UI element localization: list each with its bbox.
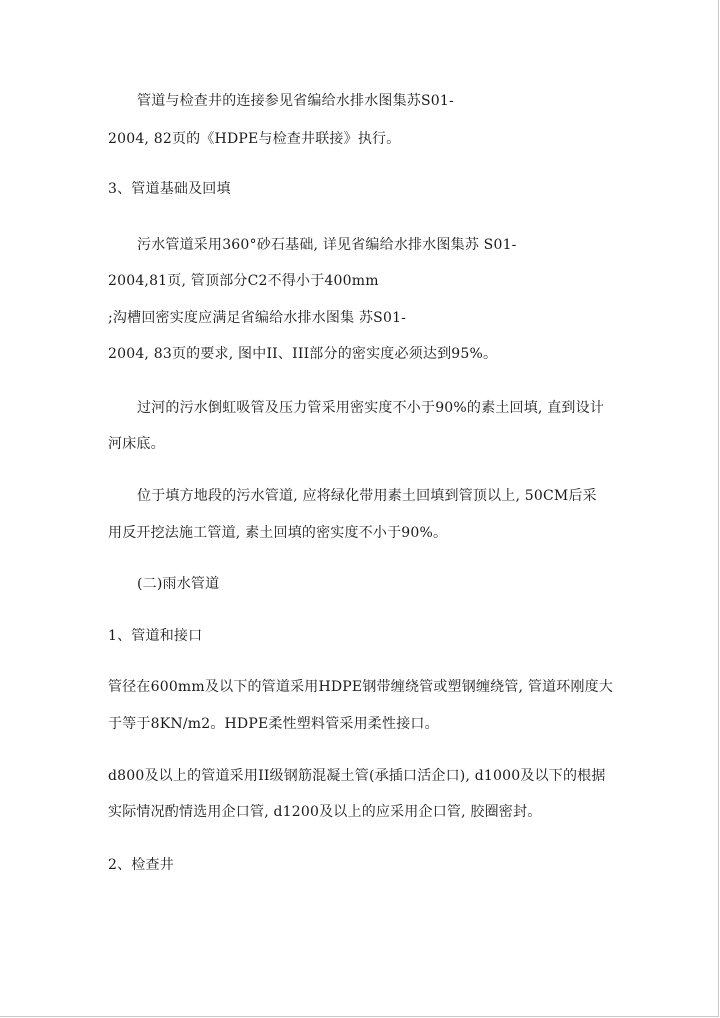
- paragraph-line: 于等于8KN/m2。HDPE柔性塑料管采用柔性接口。: [108, 716, 439, 732]
- paragraph-line: 河床底。: [108, 436, 165, 452]
- paragraph-line: 用反开挖法施工管道, 素土回填的密实度不小于90%。: [108, 525, 448, 541]
- section-heading: 1、管道和接口: [108, 628, 203, 644]
- paragraph-line: 位于填方地段的污水管道, 应将绿化带用素土回填到管顶以上, 50CM后采: [137, 488, 597, 504]
- paragraph-line: 实际情况酌情选用企口管, d1200及以上的应采用企口管, 胶圈密封。: [108, 804, 542, 820]
- paragraph-line: d800及以上的管道采用II级钢筋混凝土管(承插口活企口), d1000及以下的根据: [108, 768, 606, 784]
- paragraph-line: 管径在600mm及以下的管道采用HDPE钢带缠绕管或塑钢缠绕管, 管道环刚度大: [108, 679, 614, 695]
- paragraph-line: ;沟槽回密实度应满足省编给水排水图集 苏S01-: [108, 310, 407, 326]
- section-heading: (二)雨水管道: [137, 576, 220, 592]
- paragraph-line: 2004, 83页的要求, 图中II、III部分的密实度必须达到95%。: [108, 346, 498, 362]
- paragraph-line: 管道与检查井的连接参见省编给水排水图集苏S01-: [137, 93, 454, 109]
- section-heading: 3、管道基础及回填: [108, 181, 231, 197]
- paragraph-line: 2004,81页, 管顶部分C2不得小于400mm: [108, 273, 379, 289]
- section-heading: 2、检查井: [108, 857, 174, 873]
- paragraph-line: 污水管道采用360°砂石基础, 详见省编给水排水图集苏 S01-: [137, 237, 517, 253]
- paragraph-line: 2004, 82页的《HDPE与检查井联接》执行。: [108, 131, 401, 147]
- paragraph-line: 过河的污水倒虹吸管及压力管采用密实度不小于90%的素土回填, 直到设计: [137, 400, 605, 416]
